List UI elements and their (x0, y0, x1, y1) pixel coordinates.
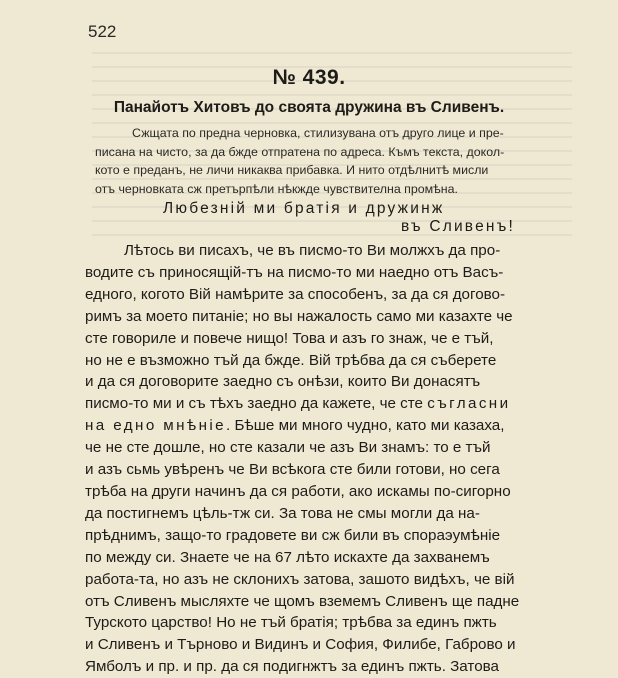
editorial-line: Сжщата по предна черновка, стилизувана отъ друго лице и пре- (132, 126, 504, 140)
letter-text-spaced: на едно мнѣніе (85, 417, 227, 435)
letter-text: водите съ приносящій-тъ на писмо-то ми наедно отъ Васъ- (85, 263, 504, 281)
letter-line (85, 415, 575, 437)
letter-text: че не сте дошле, но сте казали че азъ Ви знамъ: то е тъй (85, 439, 491, 457)
letter-line (85, 284, 575, 306)
document-title: Панайотъ Хитовъ до своята дружина въ Сливенъ. (113, 99, 505, 116)
letter-line (85, 459, 575, 481)
letter-text: римъ за моето питаніе; но вы нажалость само ми казахте че (85, 307, 513, 325)
letter-text: но не е възможно тъй да бжде. Вій трѣбва да ся съберете (85, 351, 497, 369)
letter-text: отъ Сливенъ мысляхте че щомъ вземемъ Сливенъ ще падне (85, 592, 520, 610)
letter-line (85, 612, 575, 634)
letter-line (85, 656, 575, 678)
editorial-line: отъ черновката сж претърпѣли нѣкжде чувствителна промѣна. (95, 181, 458, 196)
letter-text: Лѣтось ви писахъ, че въ писмо-то Ви молжхъ да про- (124, 242, 501, 259)
letter-text: . Бѣше ми много чудно, като ми казаха, (226, 417, 505, 435)
letter-line (85, 350, 575, 372)
letter-text: трѣба на други начинъ да ся работи, ако искамы по-сигорно (85, 482, 511, 500)
letter-text: и азъ сьмь увѣренъ че Ви всѣкога сте били готови, но сега (85, 461, 500, 479)
letter-text: писмо-то ми и съ тѣхъ заедно да кажете, че сте (85, 395, 428, 413)
letter-text-spaced: съгласни (427, 395, 511, 413)
letter-text: прѣднимъ, защо-то градовете ви сж били въ спораэумѣніе (85, 526, 501, 544)
letter-line (85, 328, 575, 350)
letter-line (85, 262, 575, 284)
letter-text: едного, когото Вій намѣрите за способенъ, за да ся догово- (85, 285, 506, 303)
letter-text: сте говориле и повече нищо! Това и азъ го знаж, че е тъй, (85, 329, 494, 347)
letter-line (85, 437, 575, 459)
editorial-line: писана на чисто, за да бжде отпратена по адреса. Къмъ текста, докол- (95, 144, 505, 159)
editorial-line: кото е преданъ, не личи никаква прибавка. И нито отдѣлнитѣ мисли (95, 163, 489, 178)
page-number: 522 (88, 22, 117, 41)
letter-body (85, 240, 575, 678)
letter-line (85, 525, 575, 547)
letter-text: и Сливенъ и Търново и Видинъ и София, Филибе, Габрово и (85, 636, 516, 654)
letter-line (85, 547, 575, 569)
letter-line (85, 569, 575, 591)
salutation-line-2: въ Сливенъ! (401, 218, 516, 235)
letter-line (85, 503, 575, 525)
letter-text: да постигнемъ цѣль-тж си. За това не смы могли да на- (85, 504, 480, 522)
letter-line (85, 481, 575, 503)
letter-text: работа-та, но азъ не склонихъ затова, зашото видѣхъ, че вій (85, 570, 515, 588)
letter-line (85, 393, 575, 415)
letter-text: Ямболъ и пр. и пр. да ся подигнжтъ за единъ пжть. Затова (85, 658, 499, 676)
editorial-note (95, 124, 557, 198)
letter-line (85, 591, 575, 613)
document-number: № 439. (272, 66, 346, 89)
letter-line (85, 371, 575, 393)
letter-line (85, 306, 575, 328)
letter-line (85, 634, 575, 656)
letter-text: по между си. Знаете че на 67 лѣто искахте да захванемъ (85, 548, 490, 566)
letter-text: и да ся договорите заедно съ онѣзи, които Ви донасятъ (85, 373, 481, 391)
letter-line (85, 240, 575, 262)
salutation-line-1: Любезній ми братія и дружинж (163, 200, 445, 217)
letter-text: Турското царство! Но не тъй братія; трѣбва за единъ пжть (85, 614, 497, 632)
